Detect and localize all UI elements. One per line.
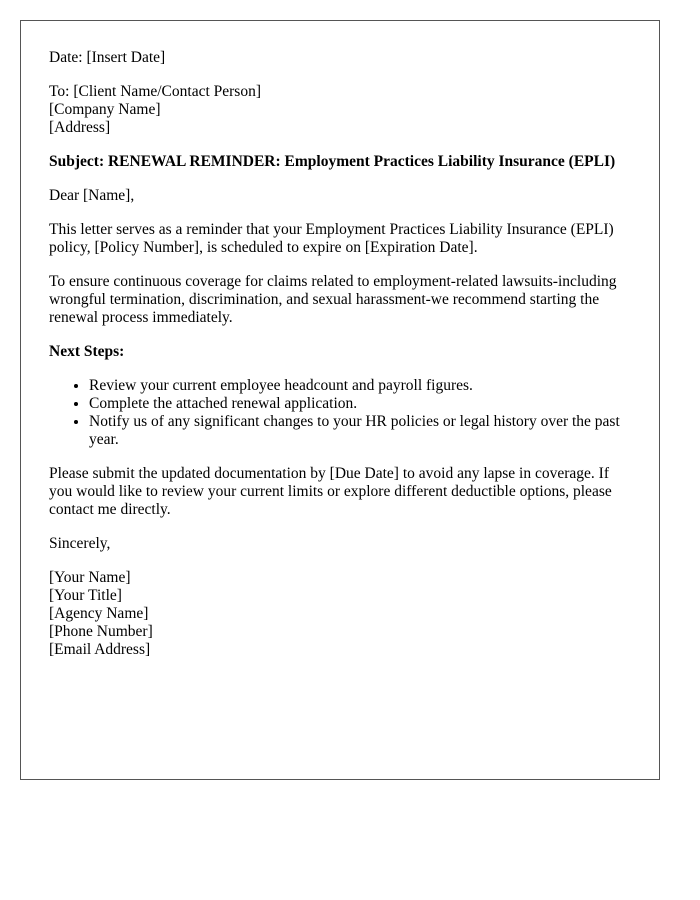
recipient-company: [Company Name]	[49, 101, 161, 118]
body-paragraph-1: This letter serves as a reminder that your Employment Practices Liability Insurance (EPLI) policy, [Policy Number], is scheduled to expire on [Expiration Date].	[49, 221, 614, 256]
next-step-item: • Complete the attached renewal application.	[89, 395, 631, 413]
signature-title: [Your Title]	[49, 587, 122, 604]
salutation: Dear [Name],	[49, 187, 135, 204]
subject-line: Subject: RENEWAL REMINDER: Employment Practices Liability Insurance (EPLI)	[49, 153, 616, 170]
signature-email: [Email Address]	[49, 641, 151, 658]
closing-paragraph: Please submit the updated documentation by [Due Date] to avoid any lapse in coverage. If you would like to review your current limits or explore different deductible options, please contact me directly.	[49, 465, 612, 518]
date-text: Date: [Insert Date]	[49, 49, 166, 66]
date-line	[49, 49, 631, 67]
signature-block	[49, 569, 631, 659]
next-step-item: • Notify us of any significant changes to your HR policies or legal history over the past year.	[89, 413, 631, 449]
recipient-block	[49, 83, 631, 137]
recipient-to: To: [Client Name/Contact Person]	[49, 83, 261, 100]
sign-off: Sincerely,	[49, 535, 111, 552]
recipient-address: [Address]	[49, 119, 111, 136]
next-step-item: • Review your current employee headcount and payroll figures.	[89, 377, 631, 395]
next-steps-heading: Next Steps:	[49, 343, 125, 360]
next-steps-list	[49, 377, 631, 449]
signature-phone: [Phone Number]	[49, 623, 153, 640]
signature-name: [Your Name]	[49, 569, 131, 586]
body-paragraph-2: To ensure continuous coverage for claims related to employment-related lawsuits-including wrongful termination, discrimination, and sexual harassment-we recommend starting the renewal process immediately.	[49, 273, 617, 326]
signature-agency: [Agency Name]	[49, 605, 149, 622]
letter-page	[20, 20, 660, 780]
